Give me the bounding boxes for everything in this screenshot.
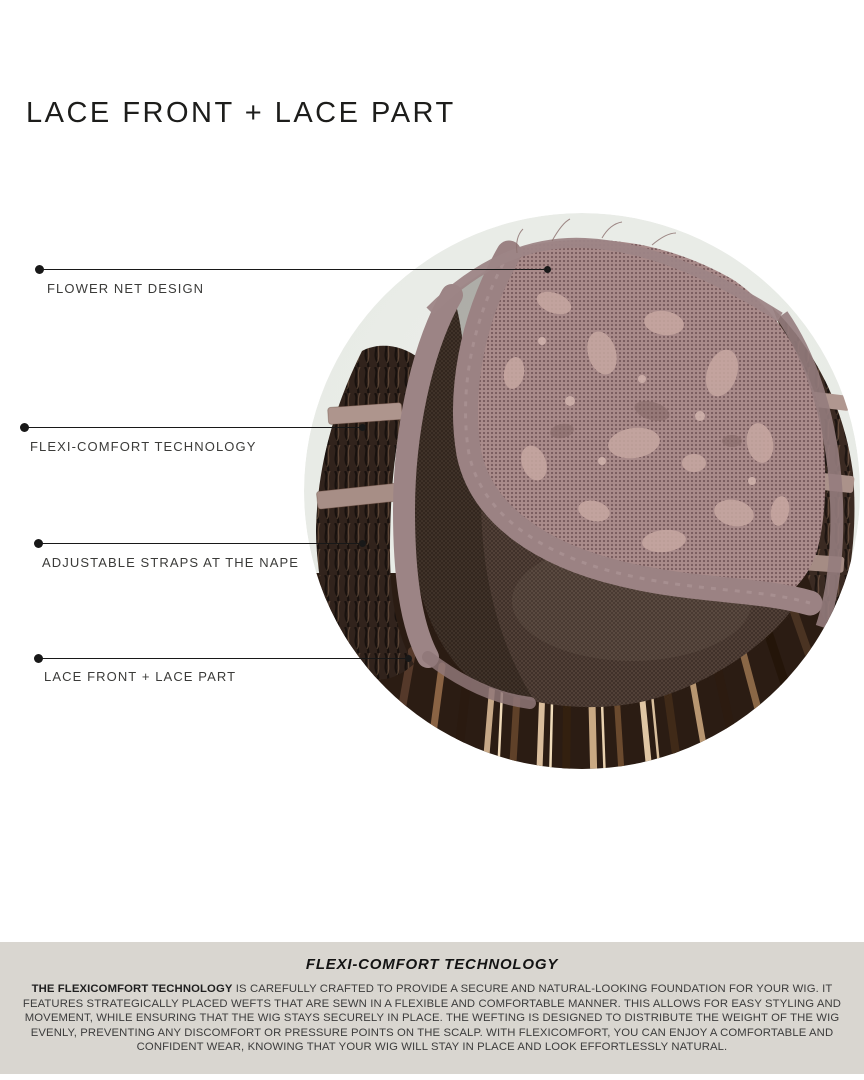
callout-start-dot-icon <box>34 539 43 548</box>
page-title: LACE FRONT + LACE PART <box>26 97 456 129</box>
callout-label: ADJUSTABLE STRAPS AT THE NAPE <box>42 555 300 570</box>
footer-paragraph-rest: IS CAREFULLY CRAFTED TO PROVIDE A SECURE AND NATURAL-LOOKING FOUNDATION FOR YOUR WIG. IT FEATURES STRATEGICALLY PLACED WEFTS THAT ARE SEWN IN A FLEXIBLE AND COMFORTABLE MANNER. THIS ALLOWS FOR EASY STYLING AND MOVEMENT, WHILE ENSURING THAT THE WIG STAYS SECURELY IN PLACE. THE WEFTING IS DESIGNED TO DISTRIBUTE THE WEIGHT OF THE WIG EVENLY, PREVENTING ANY DISCOMFORT OR PRESSURE POINTS ON THE SCALP. WITH FLEXICOMFORT, YOU CAN ENJOY A COMFORTABLE AND CONFIDENT WEAR, KNOWING THAT YOUR WIG WILL STAY IN PLACE AND LOOK EFFORTLESSLY NATURAL. <box>22 983 842 1054</box>
wig-cap-photo <box>302 211 862 801</box>
callout-line <box>36 543 363 544</box>
callout-line <box>37 269 548 270</box>
footer-paragraph <box>16 982 848 1055</box>
callout-line <box>22 427 363 428</box>
callout-end-dot-icon <box>544 266 551 273</box>
callout-start-dot-icon <box>35 265 44 274</box>
callout-end-dot-icon <box>359 424 366 431</box>
footer-section <box>0 942 864 1074</box>
callout-end-dot-icon <box>405 655 412 662</box>
callout-start-dot-icon <box>34 654 43 663</box>
footer-paragraph-lead: THE FLEXICOMFORT TECHNOLOGY <box>31 983 233 995</box>
callout-start-dot-icon <box>20 423 29 432</box>
callout-label: FLEXI-COMFORT TECHNOLOGY <box>30 439 257 454</box>
callout-end-dot-icon <box>359 540 366 547</box>
wig-cap-illustration <box>302 211 862 801</box>
callout-label: LACE FRONT + LACE PART <box>44 669 237 684</box>
callout-line <box>36 658 409 659</box>
callout-label: FLOWER NET DESIGN <box>47 281 205 296</box>
footer-heading: FLEXI-COMFORT TECHNOLOGY <box>305 956 559 973</box>
